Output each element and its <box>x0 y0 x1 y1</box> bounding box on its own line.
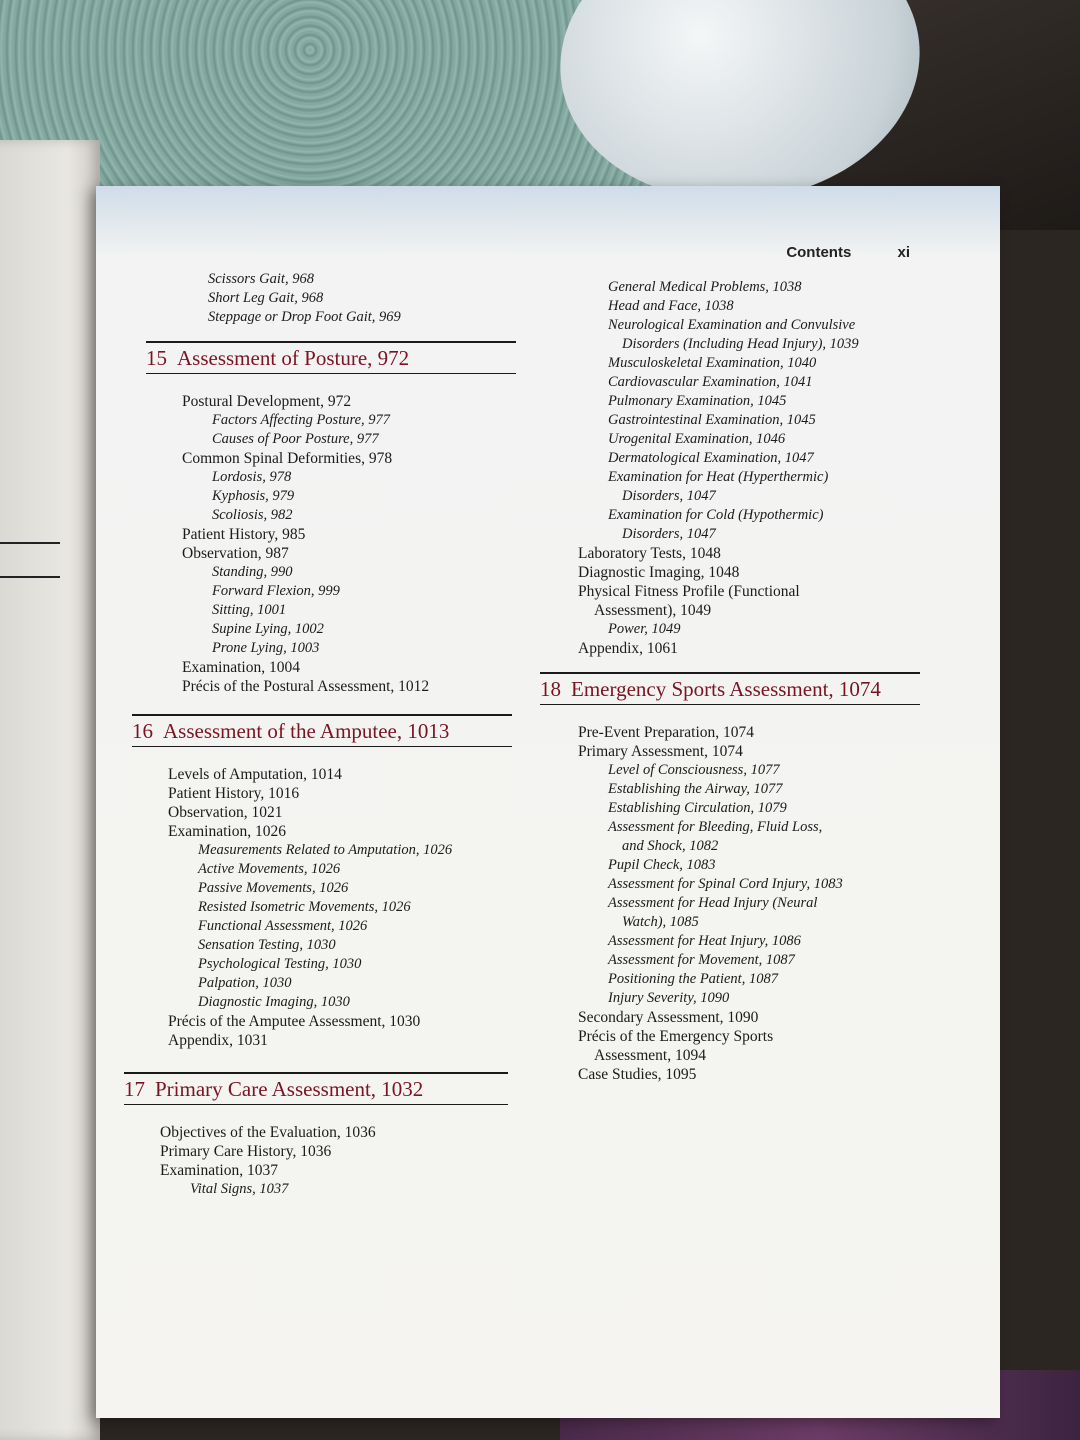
chapter-title: Emergency Sports Assessment, 1074 <box>571 677 881 701</box>
book-page <box>96 186 1000 1418</box>
toc-entry: Examination, 1004 <box>182 659 300 676</box>
toc-subentry: Establishing Circulation, 1079 <box>608 800 787 816</box>
toc-subentry: Head and Face, 1038 <box>608 298 734 314</box>
toc-subentry: Supine Lying, 1002 <box>212 621 324 637</box>
toc-subentry: Neurological Examination and Convulsive <box>608 317 856 333</box>
toc-subentry: Scoliosis, 982 <box>212 507 293 523</box>
toc-subentry: Power, 1049 <box>608 621 681 637</box>
toc-subentry: Level of Consciousness, 1077 <box>608 762 780 778</box>
toc-subentry: Palpation, 1030 <box>198 975 292 991</box>
toc-subentry: Examination for Heat (Hyperthermic) <box>608 469 829 485</box>
toc-subentry: Watch), 1085 <box>622 914 699 930</box>
toc-subentry: Positioning the Patient, 1087 <box>608 971 778 987</box>
chapter-16-entries <box>132 765 512 1050</box>
chapter-title: Assessment of Posture, 972 <box>177 346 410 370</box>
toc-subentry: Examination for Cold (Hypothermic) <box>608 507 824 523</box>
facing-page-rule <box>0 576 60 578</box>
toc-subentry: Sitting, 1001 <box>212 602 287 618</box>
toc-subentry: Injury Severity, 1090 <box>608 990 730 1006</box>
toc-entry: Appendix, 1061 <box>578 640 678 657</box>
toc-subentry: Scissors Gait, 968 <box>208 271 314 287</box>
toc-entry: Patient History, 985 <box>182 526 306 543</box>
toc-subentry: Sensation Testing, 1030 <box>198 937 336 953</box>
header-title: Contents <box>786 244 852 261</box>
page-number: xi <box>897 244 910 261</box>
toc-entry: Assessment, 1094 <box>594 1047 706 1064</box>
toc-subentry: Disorders (Including Head Injury), 1039 <box>622 336 859 352</box>
toc-entry: Précis of the Amputee Assessment, 1030 <box>168 1013 421 1030</box>
toc-entry: Case Studies, 1095 <box>578 1066 697 1083</box>
toc-subentry: Assessment for Bleeding, Fluid Loss, <box>608 819 823 835</box>
toc-subentry: Measurements Related to Amputation, 1026 <box>198 842 453 858</box>
toc-subentry: Disorders, 1047 <box>622 488 716 504</box>
toc-subentry: Musculoskeletal Examination, 1040 <box>608 355 817 371</box>
chapter-heading-17 <box>124 1072 508 1105</box>
toc-entry: Assessment), 1049 <box>594 602 712 619</box>
toc-subentry: Dermatological Examination, 1047 <box>608 450 814 466</box>
toc-entry: Appendix, 1031 <box>168 1032 268 1049</box>
toc-entry: Primary Assessment, 1074 <box>578 743 743 760</box>
toc-subentry: Lordosis, 978 <box>212 469 292 485</box>
toc-subentry: Establishing the Airway, 1077 <box>608 781 783 797</box>
right-column-lower <box>540 672 920 1084</box>
right-column <box>578 278 958 658</box>
toc-subentry: Disorders, 1047 <box>622 526 716 542</box>
toc-entry: Physical Fitness Profile (Functional <box>578 583 800 600</box>
toc-entry: Observation, 987 <box>182 545 289 562</box>
toc-subentry: Kyphosis, 979 <box>212 488 295 504</box>
toc-entry: Common Spinal Deformities, 978 <box>182 450 393 467</box>
running-header <box>786 244 910 261</box>
toc-subentry: Resisted Isometric Movements, 1026 <box>198 899 411 915</box>
chapter-number: 18 <box>540 677 561 701</box>
toc-subentry: Short Leg Gait, 968 <box>208 290 324 306</box>
chapter-number: 15 <box>146 346 167 370</box>
toc-subentry: Factors Affecting Posture, 977 <box>212 412 391 428</box>
toc-entry: Patient History, 1016 <box>168 785 300 802</box>
toc-entry: Levels of Amputation, 1014 <box>168 766 342 783</box>
toc-entry: Postural Development, 972 <box>182 393 352 410</box>
left-column-bottom <box>124 1072 508 1199</box>
facing-page <box>0 140 100 1440</box>
toc-entry: Objectives of the Evaluation, 1036 <box>160 1124 376 1141</box>
toc-entry: Pre-Event Preparation, 1074 <box>578 724 755 741</box>
left-column-lower <box>132 714 512 1050</box>
facing-page-rule <box>0 542 60 544</box>
toc-subentry: General Medical Problems, 1038 <box>608 279 802 295</box>
toc-entry: Primary Care History, 1036 <box>160 1143 332 1160</box>
toc-entry: Précis of the Emergency Sports <box>578 1028 774 1045</box>
toc-entry: Observation, 1021 <box>168 804 283 821</box>
chapter-number: 16 <box>132 719 153 743</box>
toc-subentry: Prone Lying, 1003 <box>212 640 320 656</box>
toc-subentry: Vital Signs, 1037 <box>190 1181 289 1197</box>
toc-subentry: Assessment for Head Injury (Neural <box>608 895 818 911</box>
toc-subentry: Gastrointestinal Examination, 1045 <box>608 412 816 428</box>
toc-subentry: and Shock, 1082 <box>622 838 719 854</box>
toc-entry: Examination, 1037 <box>160 1162 278 1179</box>
chapter-17-continued-entries <box>578 278 958 658</box>
chapter-18-entries <box>540 723 920 1084</box>
toc-entry: Précis of the Postural Assessment, 1012 <box>182 678 430 695</box>
toc-subentry: Active Movements, 1026 <box>198 861 341 877</box>
chapter-heading-15 <box>146 341 516 374</box>
toc-subentry: Standing, 990 <box>212 564 293 580</box>
toc-subentry: Forward Flexion, 999 <box>212 583 340 599</box>
toc-continued-list <box>146 270 516 327</box>
chapter-number: 17 <box>124 1077 145 1101</box>
toc-entry: Examination, 1026 <box>168 823 286 840</box>
toc-subentry: Passive Movements, 1026 <box>198 880 349 896</box>
toc-subentry: Assessment for Movement, 1087 <box>608 952 795 968</box>
toc-entry: Laboratory Tests, 1048 <box>578 545 721 562</box>
toc-subentry: Cardiovascular Examination, 1041 <box>608 374 813 390</box>
toc-entry: Secondary Assessment, 1090 <box>578 1009 759 1026</box>
chapter-title: Primary Care Assessment, 1032 <box>155 1077 424 1101</box>
chapter-heading-16 <box>132 714 512 747</box>
chapter-heading-18 <box>540 672 920 705</box>
toc-subentry: Functional Assessment, 1026 <box>198 918 368 934</box>
toc-subentry: Pupil Check, 1083 <box>608 857 716 873</box>
toc-subentry: Assessment for Heat Injury, 1086 <box>608 933 801 949</box>
chapter-15-entries <box>146 392 516 696</box>
toc-subentry: Pulmonary Examination, 1045 <box>608 393 787 409</box>
toc-subentry: Assessment for Spinal Cord Injury, 1083 <box>608 876 843 892</box>
left-column <box>146 270 516 696</box>
chapter-title: Assessment of the Amputee, 1013 <box>163 719 450 743</box>
toc-subentry: Urogenital Examination, 1046 <box>608 431 786 447</box>
toc-subentry: Diagnostic Imaging, 1030 <box>198 994 350 1010</box>
toc-subentry: Causes of Poor Posture, 977 <box>212 431 379 447</box>
toc-subentry: Steppage or Drop Foot Gait, 969 <box>208 309 401 325</box>
toc-subentry: Psychological Testing, 1030 <box>198 956 362 972</box>
toc-entry: Diagnostic Imaging, 1048 <box>578 564 740 581</box>
chapter-17-entries <box>124 1123 508 1199</box>
